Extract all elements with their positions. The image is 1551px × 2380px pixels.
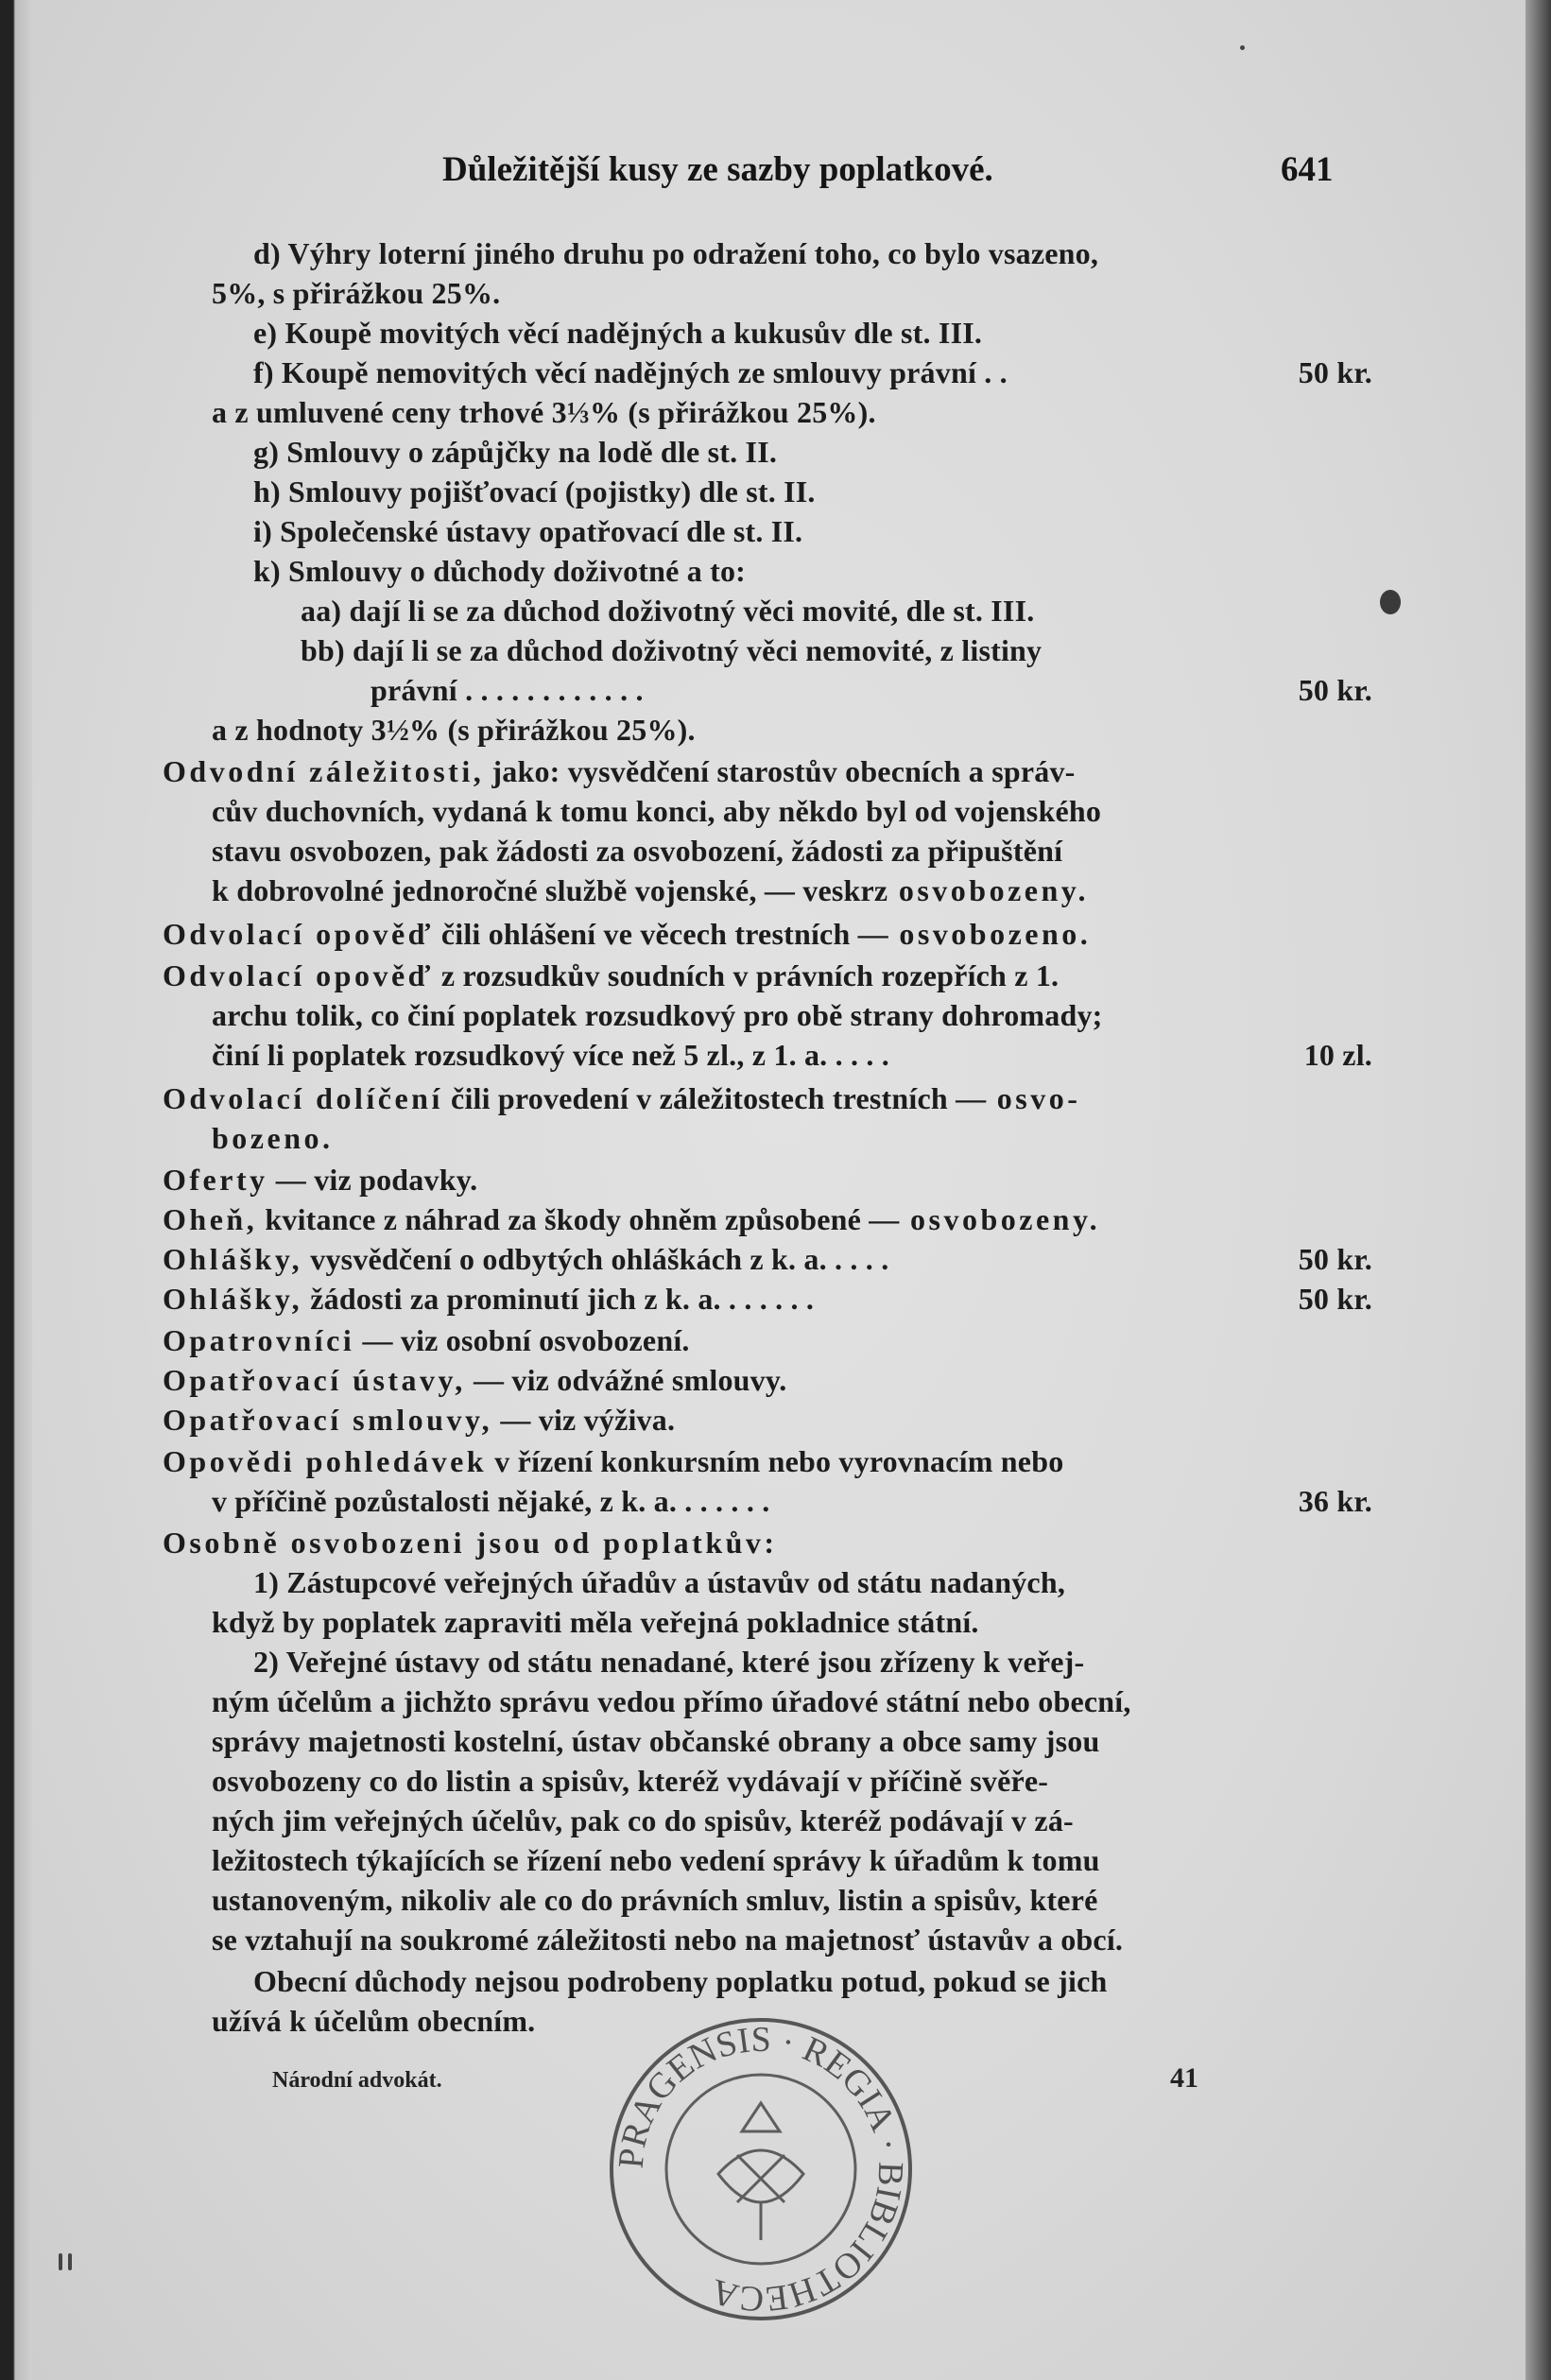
entry-term: Ohlášky,: [163, 1242, 303, 1276]
text-line: [212, 1921, 1372, 1958]
entry-term: Opovědi pohledávek: [163, 1444, 488, 1478]
line-text: d) Výhry loterní jiného druhu po odražení toho, co bylo vsazeno,: [253, 236, 1099, 270]
line-text: osvobozeny co do listin a spisův, kteréž vydávají v příčině svěře-: [212, 1764, 1049, 1798]
text-line: [212, 871, 1372, 909]
text-line: [212, 1119, 1372, 1157]
line-text: — viz výživa.: [492, 1403, 676, 1437]
text-line: [253, 314, 1372, 352]
text-line: [212, 996, 1372, 1034]
text-line: [253, 1962, 1372, 2000]
line-text: — viz odvážné smlouvy.: [465, 1363, 787, 1397]
text-line: [163, 1524, 1372, 1561]
fee-amount: 10 zl.: [1303, 1038, 1372, 1072]
text-line: [253, 473, 1372, 510]
text-line: [163, 1280, 1372, 1318]
footer-signature: 41: [1170, 2062, 1198, 2094]
line-text: čili provedení v záležitostech trestních —: [442, 1081, 987, 1115]
fee-amount: 36 kr.: [1298, 1484, 1372, 1518]
footer-printer-mark: Národní advokát.: [272, 2068, 442, 2093]
entry-term: Opatřovací ústavy,: [163, 1363, 466, 1397]
entry-term: bozeno.: [212, 1121, 334, 1155]
line-text: v příčině pozůstalosti nějaké, z k. a. . . . . . .: [212, 1484, 770, 1518]
entry-term: osvobozeny.: [888, 873, 1089, 907]
stamp-emblem: [718, 2103, 803, 2240]
text-line: [212, 1881, 1372, 1919]
line-text: aa) dají li se za důchod doživotný věci movité, dle st. III.: [301, 594, 1035, 628]
line-text: Obecní důchody nejsou podrobeny poplatku potud, pokud se jich: [253, 1964, 1108, 1998]
entry-term: Osobně osvobozeni jsou od poplatkův:: [163, 1526, 778, 1560]
line-text: právní . . . . . . . . . . . .: [371, 673, 644, 707]
entry-term: Oferty: [163, 1163, 268, 1197]
line-text: 1) Zástupcové veřejných úřadův a ústavův od státu nadaných,: [253, 1565, 1066, 1599]
running-head-title: Důležitější kusy ze sazby poplatkové.: [442, 150, 993, 189]
line-text: vysvědčení o odbytých ohláškách z k. a. . . . .: [302, 1242, 889, 1276]
line-text: žádosti za prominutí jich z k. a. . . . . . .: [302, 1282, 815, 1316]
stamp-text: PRAGENSIS · REGIA · BIBLIOTHECA: [611, 2019, 911, 2320]
fee-amount: 50 kr.: [1298, 673, 1372, 707]
text-line: [212, 274, 1372, 312]
text-line: [212, 832, 1372, 870]
ink-speck: [1240, 45, 1245, 50]
line-text: a z hodnoty 3½% (s přirážkou 25%).: [212, 713, 696, 747]
text-line: [212, 792, 1372, 830]
text-line: [163, 1200, 1372, 1238]
line-text: — viz osobní osvobození.: [354, 1323, 690, 1357]
text-line: [163, 957, 1372, 994]
line-text: ustanoveným, nikoliv ale co do právních smluv, listin a spisův, které: [212, 1883, 1098, 1917]
line-text: — viz podavky.: [267, 1163, 478, 1197]
text-line: [163, 752, 1372, 790]
line-text: 2) Veřejné ústavy od státu nenadané, které jsou zřízeny k veřej-: [253, 1645, 1085, 1679]
entry-term: Odvolací dolíčení: [163, 1081, 443, 1115]
text-line: [253, 1643, 1372, 1681]
line-text: v řízení konkursním nebo vyrovnacím nebo: [487, 1444, 1064, 1478]
text-line: [212, 1802, 1372, 1839]
entry-term: Opatrovníci: [163, 1323, 355, 1357]
text-line: [163, 1321, 1372, 1359]
line-text: činí li poplatek rozsudkový více než 5 zl., z 1. a. . . . .: [212, 1038, 889, 1072]
text-line: [212, 1722, 1372, 1760]
line-text: f) Koupě nemovitých věcí nadějných ze smlouvy právní . .: [253, 355, 1008, 389]
entry-term: osvo-: [986, 1081, 1081, 1115]
ink-speck: [68, 2253, 72, 2270]
entry-term: Odvolací opověď: [163, 917, 434, 951]
line-text: h) Smlouvy pojišťovací (pojistky) dle st. II.: [253, 474, 816, 509]
text-line: [253, 234, 1372, 272]
text-line: [163, 1079, 1372, 1117]
line-text: ležitostech týkajících se řízení nebo vedení správy k úřadům k tomu: [212, 1843, 1100, 1877]
line-text: bb) dají li se za důchod doživotný věci nemovité, z listiny: [301, 633, 1043, 667]
line-text: když by poplatek zapraviti měla veřejná pokladnice státní.: [212, 1605, 979, 1639]
line-text: g) Smlouvy o zápůjčky na lodě dle st. II.: [253, 435, 778, 469]
book-spine: [0, 0, 32, 2380]
text-line: [212, 711, 1372, 749]
fee-amount: 50 kr.: [1298, 1242, 1372, 1276]
text-line: [212, 1682, 1372, 1720]
text-line: [253, 1563, 1372, 1601]
text-line: [163, 915, 1372, 953]
line-text: k dobrovolné jednoročné službě vojenské, — veskrz: [212, 873, 888, 907]
line-text: se vztahují na soukromé záležitosti nebo na majetnosť ústavův a obcí.: [212, 1923, 1124, 1957]
line-text: 5%, s přirážkou 25%.: [212, 276, 501, 310]
line-text: jako: vysvědčení starostův obecních a správ-: [484, 754, 1076, 788]
entry-term: Ohlášky,: [163, 1282, 303, 1316]
line-text: cův duchovních, vydaná k tomu konci, aby někdo byl od vojenského: [212, 794, 1102, 828]
entry-term: Oheň,: [163, 1202, 258, 1236]
entry-term: osvobozeny.: [899, 1202, 1101, 1236]
text-line: [301, 592, 1372, 629]
line-text: správy majetnosti kostelní, ústav občanské obrany a obce samy jsou: [212, 1724, 1100, 1758]
line-text: z rozsudkův soudních v právních rozepřích z 1.: [433, 958, 1060, 992]
line-text: i) Společenské ústavy opatřovací dle st. II.: [253, 514, 803, 548]
entry-term: Odvodní záležitosti,: [163, 754, 485, 788]
line-text: stavu osvobozen, pak žádosti za osvobození, žádosti za připuštění: [212, 834, 1063, 868]
text-line: [253, 433, 1372, 471]
line-text: užívá k účelům obecním.: [212, 2004, 536, 2038]
text-line: [301, 631, 1372, 669]
line-text: e) Koupě movitých věcí nadějných a kukusův dle st. III.: [253, 316, 983, 350]
line-text: a z umluvené ceny trhové 3⅓% (s přirážkou 25%).: [212, 395, 876, 429]
text-line: [253, 512, 1372, 550]
text-line: [163, 1240, 1372, 1278]
text-line: [212, 393, 1372, 431]
text-line: [212, 1603, 1372, 1641]
text-line: [212, 1762, 1372, 1800]
text-line: [163, 1161, 1372, 1199]
fee-amount: 50 kr.: [1298, 1282, 1372, 1316]
text-line: [253, 354, 1372, 391]
ink-speck: [59, 2253, 62, 2270]
text-line: [253, 552, 1372, 590]
text-line: [163, 1401, 1372, 1439]
entry-term: Opatřovací smlouvy,: [163, 1403, 493, 1437]
line-text: ných jim veřejných účelův, pak co do spisův, kteréž podávají v zá-: [212, 1803, 1074, 1837]
line-text: čili ohlášení ve věcech trestních —: [433, 917, 888, 951]
text-line: [371, 671, 1372, 709]
entry-term: Odvolací opověď: [163, 958, 434, 992]
line-text: kvitance z náhrad za škody ohněm způsobené —: [257, 1202, 900, 1236]
text-line: [212, 1036, 1372, 1074]
line-text: k) Smlouvy o důchody doživotné a to:: [253, 554, 747, 588]
text-line: [163, 1442, 1372, 1480]
text-line: [212, 1841, 1372, 1879]
fee-amount: 50 kr.: [1298, 355, 1372, 389]
page-number: 641: [1281, 150, 1334, 189]
line-text: archu tolik, co činí poplatek rozsudkový pro obě strany dohromady;: [212, 998, 1103, 1032]
text-line: [212, 1482, 1372, 1520]
library-stamp: [605, 2013, 917, 2325]
entry-term: osvobozeno.: [888, 917, 1092, 951]
line-text: ným účelům a jichžto správu vedou přímo úřadové státní nebo obecní,: [212, 1684, 1131, 1718]
ink-blot: [1380, 590, 1401, 614]
text-line: [163, 1361, 1372, 1399]
